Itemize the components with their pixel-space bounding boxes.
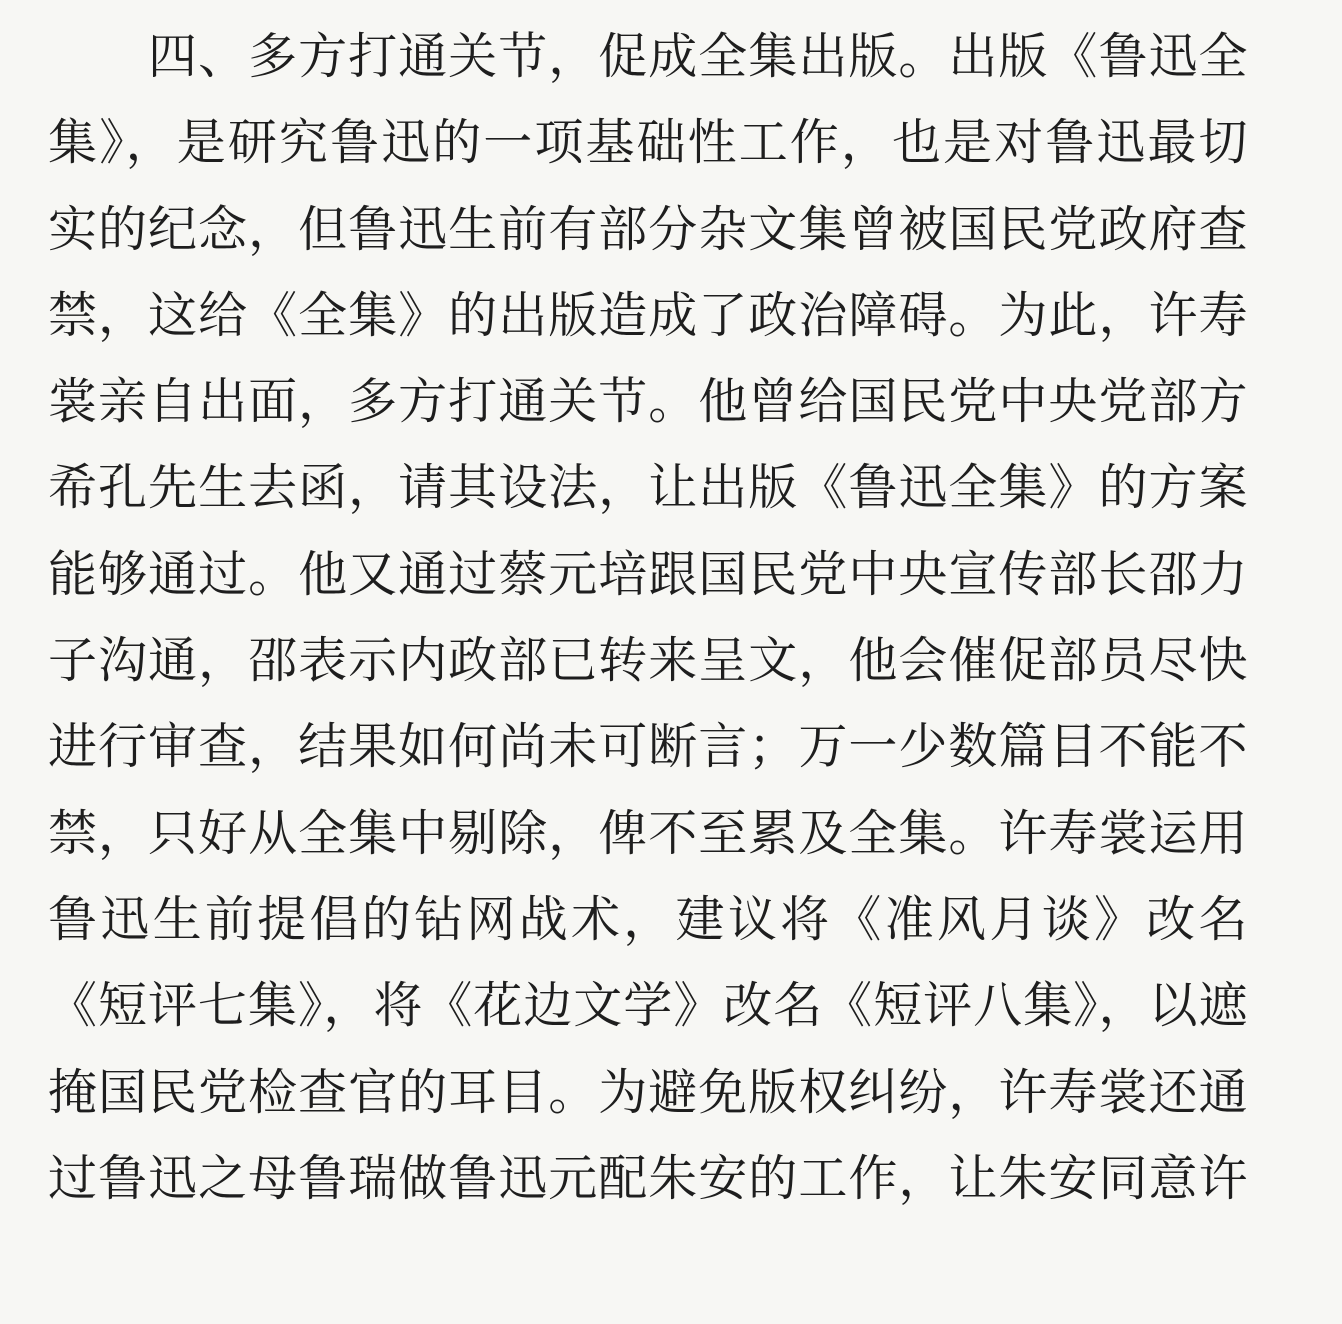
text-line: 希孔先生去函，请其设法，让出版《鲁迅全集》的方案 [48, 459, 1248, 517]
text-line: 实的纪念，但鲁迅生前有部分杂文集曾被国民党政府查 [48, 200, 1248, 258]
text-line: 禁，这给《全集》的出版造成了政治障碍。为此，许寿 [48, 286, 1248, 344]
text-line: 能够通过。他又通过蔡元培跟国民党中央宣传部长邵力 [48, 545, 1248, 603]
body-paragraph [48, 14, 1248, 1222]
text-line: 进行审查，结果如何尚未可断言；万一少数篇目不能不 [48, 718, 1248, 776]
text-line: 四、多方打通关节，促成全集出版。出版《鲁迅全 [48, 28, 1248, 85]
text-line: 鲁迅生前提倡的钻网战术，建议将《准风月谈》改名 [48, 890, 1248, 948]
text-line: 禁，只好从全集中剔除，俾不至累及全集。许寿裳运用 [48, 804, 1248, 862]
text-line: 子沟通，邵表示内政部已转来呈文，他会催促部员尽快 [48, 632, 1248, 690]
text-line: 裳亲自出面，多方打通关节。他曾给国民党中央党部方 [48, 373, 1248, 431]
text-line: 《短评七集》，将《花边文学》改名《短评八集》，以遮 [48, 977, 1248, 1035]
text-line: 集》，是研究鲁迅的一项基础性工作，也是对鲁迅最切 [48, 114, 1248, 172]
text-line: 过鲁迅之母鲁瑞做鲁迅元配朱安的工作，让朱安同意许 [48, 1149, 1248, 1207]
text-line: 掩国民党检查官的耳目。为避免版权纠纷，许寿裳还通 [48, 1063, 1248, 1121]
